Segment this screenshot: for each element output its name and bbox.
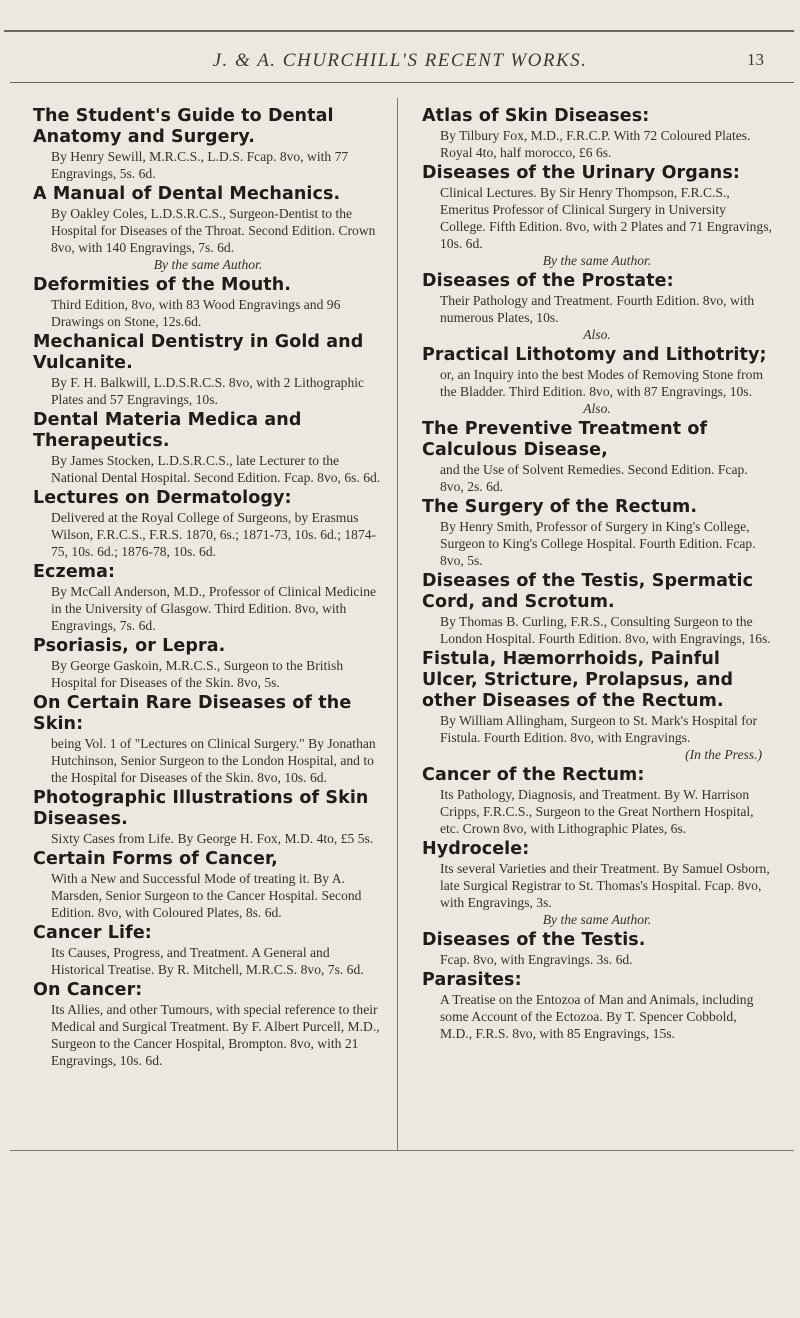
book-description: By Oakley Coles, L.D.S.R.C.S., Surgeon-Dentist to the Hospital for Diseases of the Throat. Second Edition. Crown 8vo, with 140 Engravings, 7s. 6d. xyxy=(51,206,376,255)
header-top-rule xyxy=(4,30,794,32)
book-description: By William Allingham, Surgeon to St. Mark's Hospital for Fistula. Fourth Edition. 8vo, with Engravings. xyxy=(440,713,758,745)
book-title: The Student's Guide to Dental Anatomy and Surgery. xyxy=(33,106,334,147)
book-title: Deformities of the Mouth. xyxy=(33,275,292,295)
book-note: By the same Author. xyxy=(542,253,652,268)
book-title: Fistula, Hæmorrhoids, Painful Ulcer, Stricture, Prolapsus, and other Diseases of the Rectum. xyxy=(422,649,734,711)
book-description: With a New and Successful Mode of treating it. By A. Marsden, Senior Surgeon to the Cancer Hospital. Second Edition. 8vo, with Coloured Plates, 8s. 6d. xyxy=(51,871,362,920)
book-title: Diseases of the Testis, Spermatic Cord, and Scrotum. xyxy=(422,571,754,612)
book-title: Certain Forms of Cancer, xyxy=(33,849,278,869)
book-title: Hydrocele: xyxy=(422,839,530,859)
book-entry xyxy=(422,106,772,161)
book-entry xyxy=(33,788,383,847)
book-entry xyxy=(422,163,772,269)
book-title: The Surgery of the Rectum. xyxy=(422,497,698,517)
book-entry xyxy=(422,765,772,837)
book-title: The Preventive Treatment of Calculous Disease, xyxy=(422,419,708,460)
book-entry xyxy=(33,849,383,921)
book-entry xyxy=(33,693,383,786)
book-description: and the Use of Solvent Remedies. Second Edition. Fcap. 8vo, 2s. 6d. xyxy=(440,462,748,494)
book-description: By F. H. Balkwill, L.D.S.R.C.S. 8vo, with 2 Lithographic Plates and 57 Engravings, 10s. xyxy=(51,375,365,407)
book-entry xyxy=(422,970,772,1042)
book-note: Also. xyxy=(583,401,611,416)
book-entry xyxy=(422,649,772,763)
book-description: By Henry Smith, Professor of Surgery in King's College, Surgeon to King's College Hospital. Fourth Edition. Fcap. 8vo, 5s. xyxy=(440,519,756,568)
book-title: Diseases of the Urinary Organs: xyxy=(422,163,740,183)
book-title: Practical Lithotomy and Lithotrity; xyxy=(422,345,767,365)
book-entry xyxy=(422,497,772,569)
book-entry xyxy=(33,275,383,330)
book-title: Cancer Life: xyxy=(33,923,152,943)
running-head: J. & A. CHURCHILL'S RECENT WORKS. xyxy=(212,50,588,71)
book-entry xyxy=(33,636,383,691)
book-note: By the same Author. xyxy=(542,912,652,927)
book-entry xyxy=(422,271,772,343)
book-title: Diseases of the Prostate: xyxy=(422,271,674,291)
book-entry xyxy=(422,571,772,647)
book-note: By the same Author. xyxy=(153,257,263,272)
book-title: Psoriasis, or Lepra. xyxy=(33,636,226,656)
book-description: Sixty Cases from Life. By George H. Fox, M.D. 4to, £5 5s. xyxy=(51,831,374,846)
book-description: By Thomas B. Curling, F.R.S., Consulting Surgeon to the London Hospital. Fourth Edition. 8vo, with Engravings, 16s. xyxy=(440,614,771,646)
book-description: Fcap. 8vo, with Engravings. 3s. 6d. xyxy=(440,952,633,967)
book-title: On Cancer: xyxy=(33,980,143,1000)
book-title: Diseases of the Testis. xyxy=(422,930,646,950)
right-column xyxy=(422,106,772,1044)
book-description: Its several Varieties and their Treatment. By Samuel Osborn, late Surgical Registrar to St. Thomas's Hospital. Fcap. 8vo, with Engravings, 3s. xyxy=(440,861,770,910)
book-description: being Vol. 1 of "Lectures on Clinical Surgery." By Jonathan Hutchinson, Senior Surgeon to the London Hospital, and to the Hospital for Diseases of the Skin. 8vo, 10s. 6d. xyxy=(51,736,376,785)
book-title: Mechanical Dentistry in Gold and Vulcanite. xyxy=(33,332,364,373)
book-entry xyxy=(422,419,772,495)
book-title: Eczema: xyxy=(33,562,116,582)
book-description: A Treatise on the Entozoa of Man and Animals, including some Account of the Ectozoa. By T. Spencer Cobbold, M.D., F.R.S. 8vo, with 85 Engravings, 15s. xyxy=(440,992,754,1041)
book-entry xyxy=(422,839,772,928)
book-description: By Henry Sewill, M.R.C.S., L.D.S. Fcap. 8vo, with 77 Engravings, 5s. 6d. xyxy=(51,149,349,181)
book-entry xyxy=(33,332,383,408)
book-entry xyxy=(33,106,383,182)
book-description: By Tilbury Fox, M.D., F.R.C.P. With 72 Coloured Plates. Royal 4to, half morocco, £6 6s. xyxy=(440,128,751,160)
book-description: By McCall Anderson, M.D., Professor of Clinical Medicine in the University of Glasgow. Third Edition. 8vo, with Engravings, 7s. 6d. xyxy=(51,584,377,633)
book-note: (In the Press.) xyxy=(685,747,762,762)
book-entry xyxy=(33,488,383,560)
book-description: Clinical Lectures. By Sir Henry Thompson, F.R.C.S., Emeritus Professor of Clinical Surgery in University College. Fifth Edition. 8vo, with 2 Plates and 71 Engravings, 10s. 6d. xyxy=(440,185,772,251)
book-description: Its Causes, Progress, and Treatment. A General and Historical Treatise. By R. Mitchell, M.R.C.S. 8vo, 7s. 6d. xyxy=(51,945,364,977)
book-description: Their Pathology and Treatment. Fourth Edition. 8vo, with numerous Plates, 10s. xyxy=(440,293,755,325)
book-title: Atlas of Skin Diseases: xyxy=(422,106,650,126)
book-entry xyxy=(33,410,383,486)
column-divider xyxy=(397,98,398,1150)
book-entry xyxy=(33,562,383,634)
book-entry xyxy=(33,923,383,978)
book-title: Lectures on Dermatology: xyxy=(33,488,292,508)
book-title: Parasites: xyxy=(422,970,522,990)
header-bottom-rule xyxy=(10,82,794,83)
book-title: Dental Materia Medica and Therapeutics. xyxy=(33,410,302,451)
book-entry xyxy=(33,980,383,1069)
book-title: On Certain Rare Diseases of the Skin: xyxy=(33,693,352,734)
book-description: Third Edition, 8vo, with 83 Wood Engravings and 96 Drawings on Stone, 12s.6d. xyxy=(51,297,341,329)
page-header xyxy=(0,0,800,84)
book-description: or, an Inquiry into the best Modes of Removing Stone from the Bladder. Third Edition. 8vo, with 87 Engravings, 10s. xyxy=(440,367,764,399)
book-entry xyxy=(422,930,772,968)
book-title: Photographic Illustrations of Skin Diseases. xyxy=(33,788,369,829)
page-number: 13 xyxy=(747,50,764,69)
book-description: Delivered at the Royal College of Surgeons, by Erasmus Wilson, F.R.C.S., F.R.S. 1870, 6s.; 1871-73, 10s. 6d.; 1874-75, 10s. 6d.; 1876-78, 10s. 6d. xyxy=(51,510,377,559)
footer-rule xyxy=(10,1150,794,1151)
book-note: Also. xyxy=(583,327,611,342)
book-entry xyxy=(422,345,772,417)
book-description: Its Pathology, Diagnosis, and Treatment. By W. Harrison Cripps, F.R.C.S., Surgeon to the Great Northern Hospital, etc. Crown 8vo, with Lithographic Plates, 6s. xyxy=(440,787,754,836)
book-title: Cancer of the Rectum: xyxy=(422,765,645,785)
book-description: Its Allies, and other Tumours, with special reference to their Medical and Surgical Treatment. By F. Albert Purcell, M.D., Surgeon to the Cancer Hospital, Brompton. 8vo, with 21 Engravings, 10s. 6d. xyxy=(51,1002,380,1068)
book-title: A Manual of Dental Mechanics. xyxy=(33,184,341,204)
book-description: By George Gaskoin, M.R.C.S., Surgeon to the British Hospital for Diseases of the Skin. 8vo, 5s. xyxy=(51,658,344,690)
book-entry xyxy=(33,184,383,273)
left-column xyxy=(33,106,383,1071)
book-description: By James Stocken, L.D.S.R.C.S., late Lecturer to the National Dental Hospital. Second Edition. Fcap. 8vo, 6s. 6d. xyxy=(51,453,381,485)
